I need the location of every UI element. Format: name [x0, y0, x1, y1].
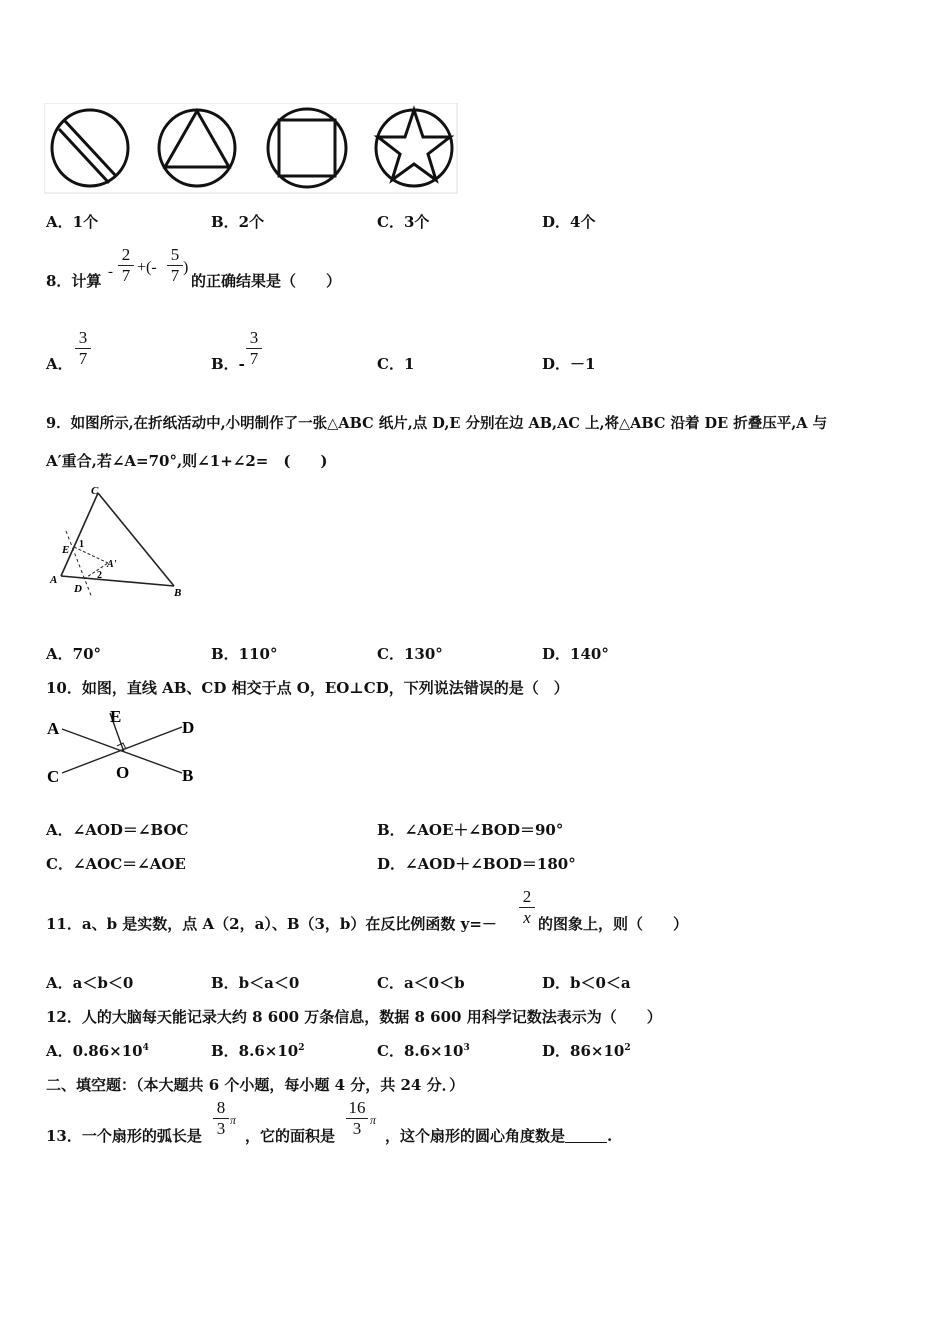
q12-b-base: B．8.6×10 — [211, 1042, 299, 1060]
q13-f1-num: 8 — [216, 1098, 226, 1117]
q11-option-a: A．a＜b＜0 — [46, 974, 134, 992]
q9-option-b: B．110° — [211, 645, 278, 663]
q13-mid: ，它的面积是 — [245, 1127, 336, 1145]
q12-a-base: A．0.86×10 — [46, 1042, 143, 1060]
q13-fraction-2 — [346, 1099, 368, 1138]
q10-label-o: O — [116, 763, 130, 782]
q10-option-b: B．∠AOE＋∠BOD＝90° — [377, 821, 564, 839]
q13-fraction-1 — [213, 1099, 229, 1138]
q8-f1-num: 2 — [121, 245, 131, 264]
q10-label-a: A — [47, 719, 60, 738]
q10-lines-figure — [44, 703, 204, 789]
q11-stem-suffix: 的图象上，则（ ） — [538, 915, 689, 933]
q8-f2-den: 7 — [170, 266, 180, 285]
q12-a-exp: 4 — [142, 1043, 149, 1053]
q9-option-c: C．130° — [377, 645, 443, 663]
q12-option-b — [211, 1040, 304, 1061]
q13-f2-den: 3 — [352, 1119, 362, 1138]
q8-f1-den: 7 — [121, 266, 131, 285]
q9-option-a: A．70° — [46, 645, 102, 663]
q10-label-d: D — [182, 718, 195, 737]
q8-option-a-label: A． — [46, 355, 73, 373]
q8-minus: - — [108, 264, 113, 280]
q9-label-1: 1 — [79, 539, 84, 550]
q11-frac-den: x — [523, 908, 531, 927]
q10-option-d: D．∠AOD＋∠BOD＝180° — [377, 855, 576, 873]
q10-label-b: B — [182, 766, 194, 785]
q9-label-a-prime: A' — [107, 559, 117, 570]
q12-b-exp: 2 — [298, 1043, 305, 1053]
q12-option-d — [542, 1040, 631, 1061]
q13-end: . — [607, 1127, 613, 1145]
q12-option-a — [46, 1040, 149, 1061]
q12-option-c — [377, 1040, 470, 1061]
q8-a-den: 7 — [78, 349, 88, 368]
q8-b-den: 7 — [249, 349, 259, 368]
q7-option-c: C．3个 — [377, 213, 430, 231]
q10-label-c: C — [47, 767, 60, 786]
q9-stem-line1: 9．如图所示,在折纸活动中,小明制作了一张△ABC 纸片,点 D,E 分别在边 AB,AC 上,将△ABC 沿着 DE 折叠压平,A 与 — [46, 415, 828, 432]
circle-with-diagonal-icon — [52, 110, 128, 186]
q10-label-e: E — [110, 707, 122, 726]
q8-fraction-1 — [118, 246, 134, 285]
q8-option-d: D．－1 — [542, 355, 596, 373]
q8-b-num: 3 — [249, 328, 259, 347]
q9-label-a: A — [50, 574, 58, 586]
q9-stem-line2: A′重合,若∠A=70°,则∠1+∠2= ( ) — [46, 452, 328, 470]
q10-option-a: A．∠AOD＝∠BOC — [46, 821, 189, 839]
q12-c-exp: 3 — [463, 1043, 470, 1053]
q13-suffix — [385, 1125, 612, 1146]
q9-label-e: E — [62, 544, 70, 556]
q7-figure — [44, 103, 460, 195]
q9-triangle-figure — [48, 483, 188, 603]
q12-d-base: D．86×10 — [542, 1042, 625, 1060]
q13-suffix-text: ，这个扇形的圆心角度数是 — [385, 1127, 566, 1145]
q8-stem-prefix: 8．计算 — [46, 272, 102, 290]
q8-f2-num: 5 — [170, 245, 180, 264]
q10-stem: 10．如图，直线 AB、CD 相交于点 O，EO⊥CD，下列说法错误的是（ ） — [46, 679, 569, 697]
q8-option-b-fraction — [246, 329, 262, 368]
q9-label-b: B — [174, 587, 182, 599]
q11-frac-num: 2 — [522, 887, 532, 906]
q9-label-d: D — [74, 583, 82, 595]
q12-c-base: C．8.6×10 — [377, 1042, 464, 1060]
q10-option-c: C．∠AOC＝∠AOE — [46, 855, 186, 873]
q7-option-d: D．4个 — [542, 213, 596, 231]
q8-option-b-label: B．- — [211, 355, 245, 373]
q12-d-exp: 2 — [624, 1043, 631, 1053]
circle-with-triangle-icon — [159, 110, 235, 186]
q9-label-c: C — [91, 485, 99, 497]
q11-fraction — [519, 888, 535, 927]
q8-plus: +(- — [137, 259, 157, 276]
circle-with-star-icon — [376, 110, 452, 186]
q11-option-b: B．b＜a＜0 — [211, 974, 300, 992]
q7-option-b: B．2个 — [211, 213, 265, 231]
q11-option-c: C．a＜0＜b — [377, 974, 465, 992]
q12-stem: 12．人的大脑每天能记录大约 8 600 万条信息，数据 8 600 用科学记数法表示为（ ） — [46, 1008, 662, 1026]
q8-stem-suffix: 的正确结果是（ ） — [191, 272, 342, 290]
q8-option-c: C．1 — [377, 355, 415, 373]
q7-option-a: A．1个 — [46, 213, 99, 231]
section-2-heading: 二、填空题：（本大题共 6 个小题，每小题 4 分，共 24 分．） — [46, 1076, 465, 1094]
q13-pi-2: π — [370, 1113, 377, 1127]
q9-label-2: 2 — [97, 570, 102, 581]
circle-with-square-icon — [268, 109, 346, 187]
q8-option-a-fraction — [75, 329, 91, 368]
q13-pi-1: π — [230, 1113, 237, 1127]
q9-option-d: D．140° — [542, 645, 609, 663]
q13-f1-den: 3 — [216, 1119, 226, 1138]
q13-prefix: 13．一个扇形的弧长是 — [46, 1127, 202, 1145]
q13-f2-num: 16 — [348, 1098, 366, 1117]
q11-stem-prefix: 11．a、b 是实数，点 A（2，a）、B（3，b）在反比例函数 y=－ — [46, 915, 497, 933]
q8-a-num: 3 — [78, 328, 88, 347]
q11-option-d: D．b＜0＜a — [542, 974, 631, 992]
q13-answer-blank[interactable] — [565, 1128, 607, 1143]
q8-close-paren: ) — [183, 259, 189, 276]
q8-fraction-2 — [167, 246, 183, 285]
